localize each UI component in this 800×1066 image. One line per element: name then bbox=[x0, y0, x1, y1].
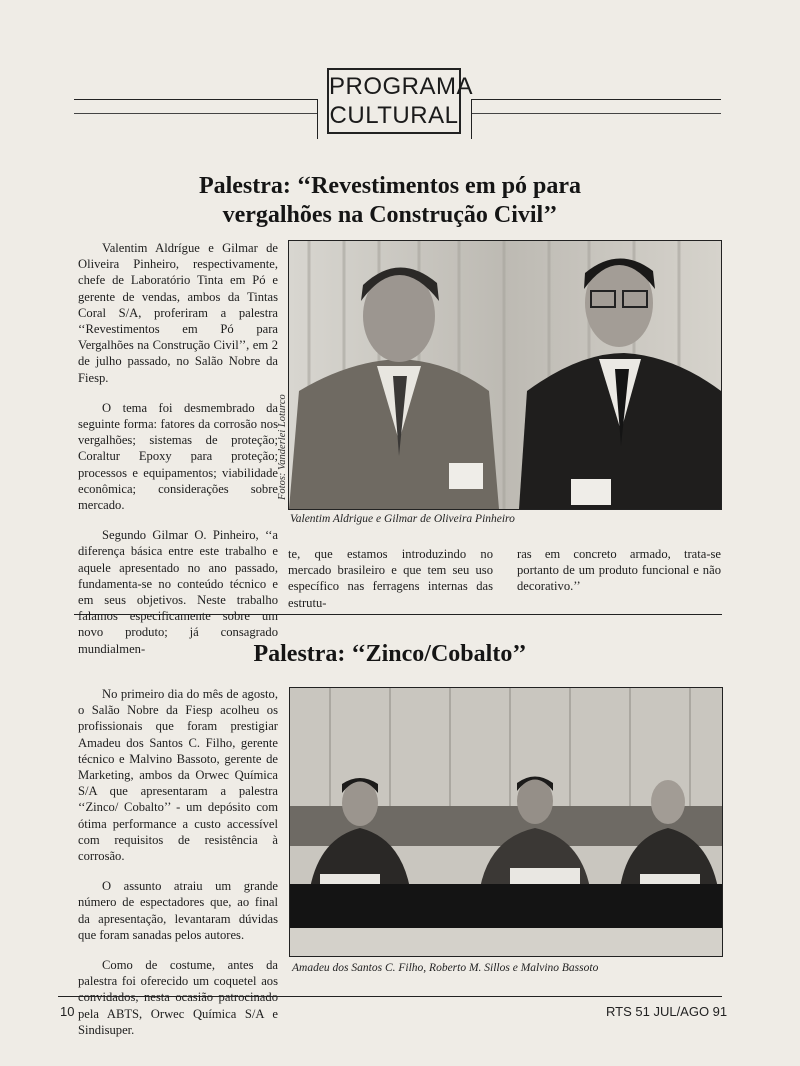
article1-title-line1: Palestra: ‘‘Revestimentos em pó para bbox=[198, 173, 582, 199]
header-rule-right-2 bbox=[471, 113, 721, 114]
footer-rule bbox=[58, 996, 722, 997]
article1-title bbox=[60, 172, 720, 230]
article1-paragraph: O tema foi desmembrado da seguinte forma: fatores da corrosão nos vergalhões; sistemas de proteção; Coraltur Epoxy para proteção; processos e equipamentos; viabilidade econômica; considerações sobre mercado. bbox=[78, 400, 278, 513]
issue-label: RTS 51 JUL/AGO 91 bbox=[606, 1004, 728, 1019]
section-label-line1: PROGRAMA bbox=[329, 73, 474, 100]
header-tick-left bbox=[317, 99, 318, 139]
article1-column2 bbox=[288, 546, 493, 625]
article1-column1 bbox=[78, 240, 278, 656]
article1-photo bbox=[288, 240, 722, 510]
article2-title: Palestra: ‘‘Zinco/Cobalto’’ bbox=[253, 641, 527, 667]
article2-caption: Amadeu dos Santos C. Filho, Roberto M. Sillos e Malvino Bassoto bbox=[292, 962, 599, 974]
article1-column3-text: ras em concreto armado, trata-se portanto de um produto funcional e não decorativo.’’ bbox=[517, 547, 721, 594]
article2-paragraph: No primeiro dia do mês de agosto, o Salão Nobre da Fiesp acolheu os profissionais que foram prestigiar Amadeu dos Santos C. Filho, gerente técnico e Malvino Bassoto, gerente de Marketing, ambos da Orwec Química S/A que apresentaram a palestra ‘‘Zinco/ Cobalto’’ - um depósito com ótima performance a custo accessível com requisitos de resistência à corrosão. bbox=[78, 687, 278, 864]
article2-paragraph: O assunto atraiu um grande número de espectadores que, ao final da apresentação, levantaram dúvidas que foram sanadas pelos autores. bbox=[78, 879, 278, 942]
article1-paragraph: Valentim Aldrígue e Gilmar de Oliveira Pinheiro, respectivamente, chefe de Laboratório Tinta em Pó e gerente de vendas, ambos da Tintas Coral S/A, proferiram a palestra ‘‘Revestimentos em Pó para Vergalhões na Construção Civil’’, em 2 de julho passado, no Salão Nobre da Fiesp. bbox=[78, 241, 278, 385]
article2-paragraph: Como de costume, antes da palestra foi oferecido um coquetel aos convidados, nesta ocasião patrocinado pela ABTS, Orwec Química S/A e Sindisuper. bbox=[78, 958, 278, 1037]
article2-photo bbox=[289, 687, 723, 957]
section-label bbox=[327, 68, 474, 134]
article1-title-line2: vergalhões na Construção Civil’’ bbox=[222, 202, 558, 228]
article1-paragraph: Segundo Gilmar O. Pinheiro, ‘‘a diferença básica entre este trabalho e aquele apresentado no ano passado, fundamenta-se no conteúdo técnico e em seus objetivos. Neste trabalho falamos especificamente sobre um novo produto; já consagrado mundialmen- bbox=[78, 528, 278, 656]
photo-credit: Fotos: Vanderlei Loturco bbox=[277, 394, 288, 500]
article1-column3 bbox=[517, 546, 721, 609]
article1-column2-text: te, que estamos introduzindo no mercado brasileiro e que tem seu uso específico nas ferragens internas das estrutu- bbox=[288, 547, 493, 610]
article1-photo-illustration bbox=[289, 241, 721, 509]
header-rule-left-2 bbox=[74, 113, 317, 114]
article2-column1 bbox=[78, 686, 278, 1037]
header-tick-right bbox=[471, 99, 472, 139]
page-number: 10 bbox=[60, 1004, 75, 1019]
section-label-line2: CULTURAL bbox=[329, 102, 459, 129]
header-rule-left bbox=[74, 99, 317, 100]
article2-photo-illustration bbox=[290, 688, 722, 956]
header-rule-right bbox=[471, 99, 721, 100]
article-divider bbox=[74, 614, 722, 615]
article1-caption: Valentim Aldrigue e Gilmar de Oliveira Pinheiro bbox=[290, 513, 515, 525]
